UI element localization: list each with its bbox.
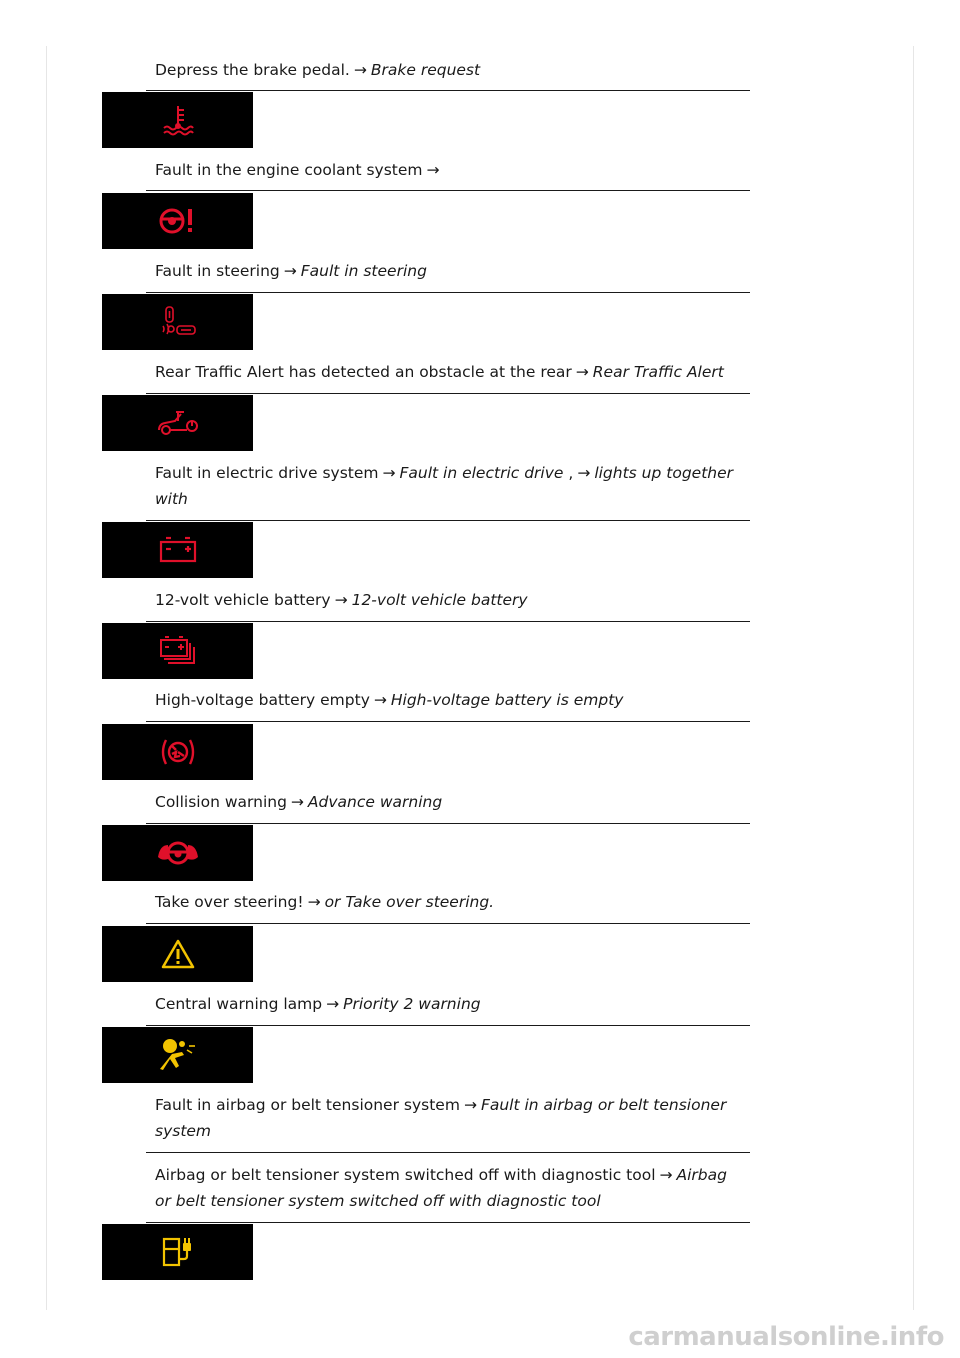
entry-link[interactable]: or Take over steering. bbox=[324, 893, 495, 911]
divider bbox=[146, 190, 750, 191]
entry-text bbox=[155, 991, 745, 1017]
entry-text bbox=[155, 460, 745, 512]
arrow-icon[interactable]: → bbox=[426, 161, 440, 179]
entry-description: Fault in airbag or belt tensioner system bbox=[155, 1096, 460, 1114]
entry-text bbox=[155, 157, 745, 183]
arrow-icon: → bbox=[463, 1096, 477, 1114]
arrow-icon: → bbox=[326, 995, 340, 1013]
entry-link[interactable]: High-voltage battery is empty bbox=[390, 691, 624, 709]
entry-text bbox=[155, 789, 745, 815]
entry-link[interactable]: Advance warning bbox=[307, 793, 443, 811]
entry-link[interactable]: Fault in electric drive bbox=[399, 464, 564, 482]
divider bbox=[146, 1152, 750, 1153]
entry-description: Collision warning bbox=[155, 793, 287, 811]
charging-station-icon bbox=[102, 1224, 253, 1280]
entry-link[interactable]: lights up together with bbox=[155, 464, 734, 508]
divider bbox=[146, 621, 750, 622]
arrow-icon: → bbox=[307, 893, 321, 911]
take-over-steering-icon bbox=[102, 825, 253, 881]
divider bbox=[146, 721, 750, 722]
arrow-icon: → bbox=[659, 1166, 673, 1184]
divider bbox=[146, 1025, 750, 1026]
entry-link[interactable]: Priority 2 warning bbox=[343, 995, 481, 1013]
divider bbox=[146, 520, 750, 521]
entry-description: 12-volt vehicle battery bbox=[155, 591, 331, 609]
arrow-icon: → bbox=[283, 262, 297, 280]
divider bbox=[146, 292, 750, 293]
arrow-icon: → bbox=[290, 793, 304, 811]
airbag-icon bbox=[102, 1027, 253, 1083]
entry-separator: , bbox=[568, 464, 574, 482]
entry-text bbox=[155, 889, 745, 915]
entry-link[interactable]: Airbag or belt tensioner system switched off with diagnostic tool bbox=[155, 1166, 727, 1210]
divider bbox=[146, 393, 750, 394]
entry-description: Depress the brake pedal. bbox=[155, 61, 350, 79]
entry-description: Take over steering! bbox=[155, 893, 304, 911]
arrow-icon: → bbox=[353, 61, 367, 79]
page-border-left bbox=[46, 46, 47, 1310]
entry-text bbox=[155, 359, 745, 385]
coolant-temperature-icon bbox=[102, 92, 253, 148]
entry-description: Central warning lamp bbox=[155, 995, 323, 1013]
hv-battery-icon bbox=[102, 623, 253, 679]
entry-description: Fault in the engine coolant system bbox=[155, 161, 423, 179]
collision-warning-icon bbox=[102, 724, 253, 780]
divider bbox=[146, 823, 750, 824]
entry-link[interactable]: Rear Traffic Alert bbox=[592, 363, 724, 381]
entry-description: Airbag or belt tensioner system switched off with diagnostic tool bbox=[155, 1166, 656, 1184]
steering-fault-icon bbox=[102, 193, 253, 249]
page-border-right bbox=[913, 46, 914, 1310]
arrow-icon: → bbox=[373, 691, 387, 709]
battery-icon bbox=[102, 522, 253, 578]
entry-text bbox=[155, 1092, 745, 1144]
divider bbox=[146, 1222, 750, 1223]
entry-link[interactable]: 12-volt vehicle battery bbox=[351, 591, 528, 609]
entry-link[interactable]: Fault in steering bbox=[300, 262, 427, 280]
entry-description: Fault in electric drive system bbox=[155, 464, 379, 482]
watermark: carmanualsonline.info bbox=[628, 1322, 944, 1352]
arrow-icon: → bbox=[575, 363, 589, 381]
entry-text bbox=[155, 1162, 745, 1214]
entry-description: Rear Traffic Alert has detected an obstacle at the rear bbox=[155, 363, 572, 381]
divider bbox=[146, 923, 750, 924]
electric-drive-fault-icon bbox=[102, 395, 253, 451]
arrow-icon: → bbox=[334, 591, 348, 609]
entry-text bbox=[155, 587, 745, 613]
entry-text bbox=[155, 258, 745, 284]
entry-link[interactable]: Fault in airbag or belt tensioner system bbox=[155, 1096, 727, 1140]
rear-traffic-alert-icon bbox=[102, 294, 253, 350]
entry-text bbox=[155, 57, 745, 83]
entry-link[interactable]: Brake request bbox=[370, 61, 481, 79]
entry-description: High-voltage battery empty bbox=[155, 691, 370, 709]
divider bbox=[146, 90, 750, 91]
arrow-icon: → bbox=[382, 464, 396, 482]
entry-text bbox=[155, 687, 745, 713]
central-warning-icon bbox=[102, 926, 253, 982]
arrow-icon: → bbox=[577, 464, 591, 482]
entry-description: Fault in steering bbox=[155, 262, 280, 280]
